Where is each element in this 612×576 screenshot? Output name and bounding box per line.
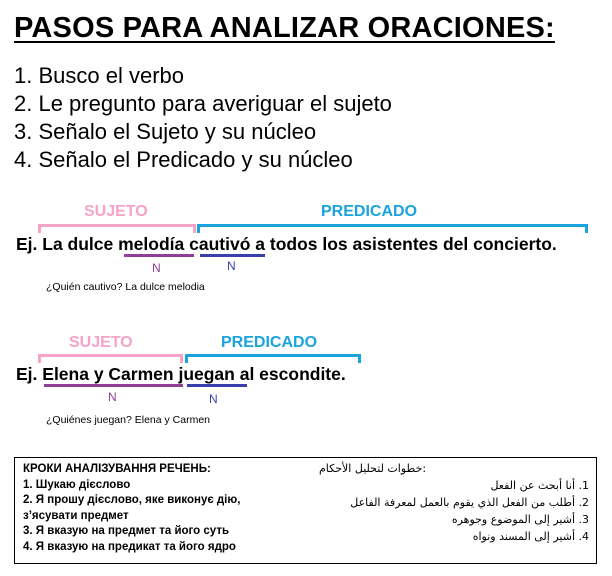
predicate-bracket-1 [197, 224, 588, 233]
ukrainian-step-1: 1. Шукаю дієслово [23, 478, 131, 491]
step-4: 4. Señalo el Predicado y su núcleo [14, 147, 353, 172]
subject-nucleus-2: Elena y Carmen [42, 364, 174, 384]
example-part-1: La dulce [42, 234, 119, 254]
sentence-rest-1: a todos los asistentes del concierto. [250, 234, 557, 254]
arabic-step-2: 2. أطلب من الفعل الذي يقوم بالعمل لمعرفة الفاعل [350, 496, 589, 509]
ukrainian-step-4: 4. Я вказую на предикат та його ядро [23, 540, 236, 553]
subject-label-2: SUJETO [69, 334, 133, 351]
step-1: 1. Busco el verbo [14, 63, 184, 88]
arabic-step-4: 4. أشير إلى المسند ونواه [472, 530, 589, 543]
ukrainian-steps [23, 462, 240, 555]
arabic-step-3: 3. أشير إلى الموضوع وجوهره [451, 513, 589, 526]
subject-label-1: SUJETO [84, 203, 148, 220]
ukrainian-step-2: 2. Я прошу дієслово, яке виконує дію, [23, 494, 241, 506]
predicate-label-1: PREDICADO [321, 203, 418, 220]
arabic-steps [319, 460, 589, 545]
verb-underline-2 [187, 384, 247, 387]
ukrainian-step-2-cont: з’ясувати предмет [23, 509, 129, 522]
example-prefix-2: Ej. [16, 364, 43, 384]
nucleus-mark-subject-2: N [108, 390, 117, 404]
verb-2: juegan [178, 364, 235, 384]
example-sentence-2 [16, 364, 346, 385]
step-2: 2. Le pregunto para averiguar el sujeto [14, 91, 392, 116]
subject-nucleus-underline-1 [124, 254, 194, 257]
steps-list [14, 62, 392, 174]
subject-nucleus-1: melodía [118, 234, 185, 254]
question-1: ¿Quién cautivo? La dulce melodia [46, 281, 205, 293]
predicate-bracket-2 [185, 354, 361, 363]
arabic-step-1: 1. أنا أبحث عن الفعل [490, 479, 589, 492]
subject-nucleus-underline-2 [44, 384, 183, 387]
question-2: ¿Quiénes juegan? Elena y Carmen [46, 414, 211, 426]
arabic-title: :خطوات لتحليل الأحكام [319, 462, 427, 475]
ukrainian-step-3: 3. Я вказую на предмет та його суть [23, 525, 230, 537]
translations-box [14, 457, 597, 564]
example-sentence-1 [16, 234, 557, 255]
step-3: 3. Señalo el Sujeto y su núcleo [14, 119, 317, 144]
page-title: PASOS PARA ANALIZAR ORACIONES: [14, 12, 555, 44]
verb-underline-1 [200, 254, 265, 257]
sentence-rest-2: al escondite. [234, 364, 346, 384]
verb-1: cautivó [189, 234, 251, 254]
ukrainian-title: КРОКИ АНАЛІЗУВАННЯ РЕЧЕНЬ: [23, 463, 211, 475]
predicate-label-2: PREDICADO [221, 334, 318, 351]
subject-bracket-1 [38, 224, 196, 233]
nucleus-mark-verb-1: N [227, 259, 236, 273]
nucleus-mark-verb-2: N [209, 392, 218, 406]
example-prefix-1: Ej. [16, 234, 43, 254]
subject-bracket-2 [38, 354, 183, 363]
nucleus-mark-subject-1: N [152, 261, 161, 275]
